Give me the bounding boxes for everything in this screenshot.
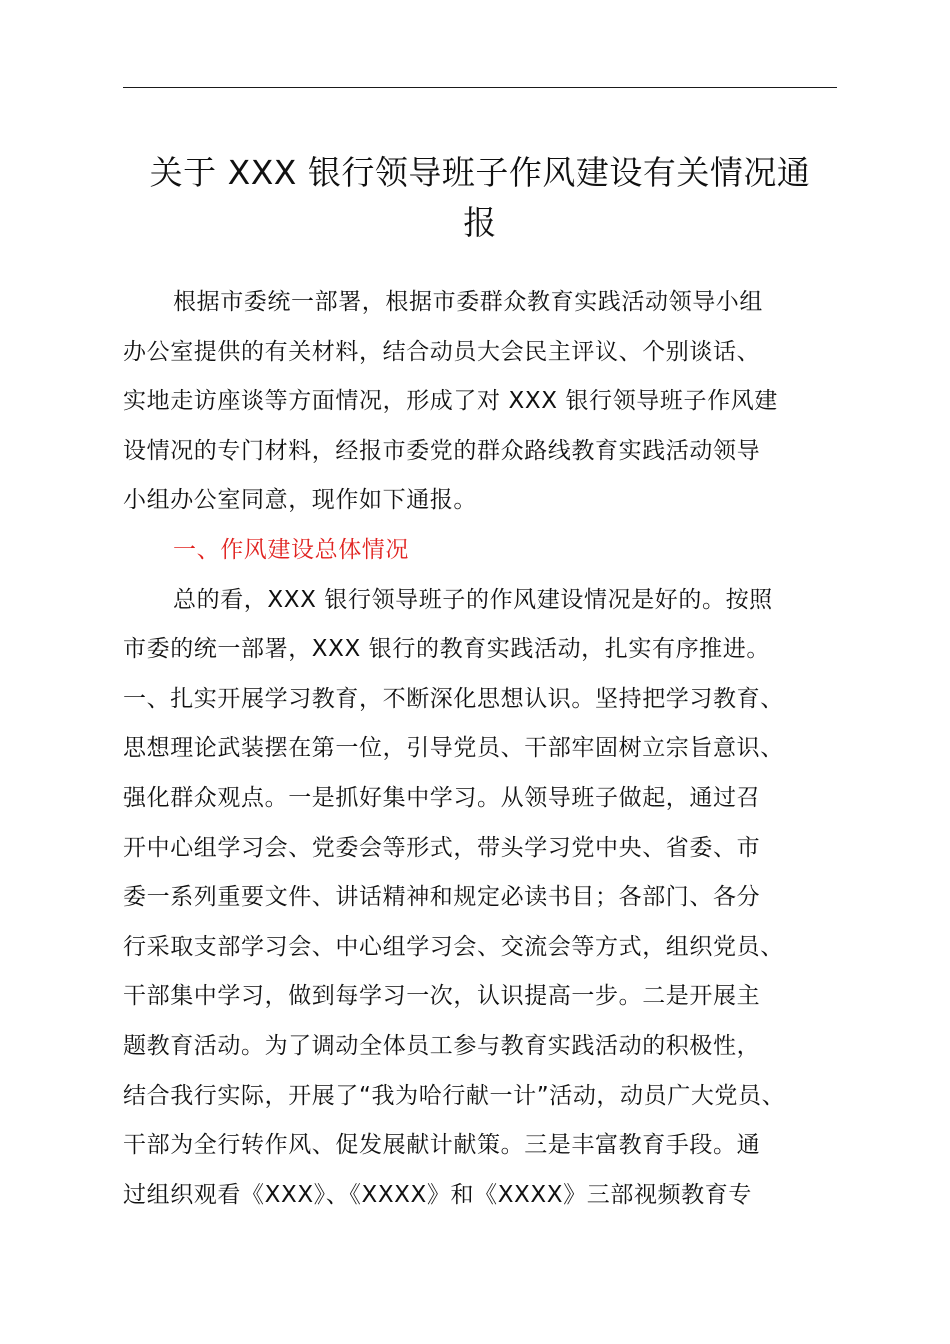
title-line-1: 关于 XXX 银行领导班子作风建设有关情况通 — [149, 153, 811, 192]
paragraph-1-line-4: 设情况的专门材料，经报市委党的群众路线教育实践活动领导 — [123, 437, 761, 464]
paragraph-2-line-3: 一、扎实开展学习教育，不断深化思想认识。坚持把学习教育、 — [123, 685, 784, 712]
paragraph-2-line-13: 过组织观看《XXX》、《XXXX》和《XXXX》三部视频教育专 — [123, 1181, 752, 1208]
document-body — [123, 278, 848, 1220]
paragraph-1-line-3: 实地走访座谈等方面情况，形成了对 XXX 银行领导班子作风建 — [123, 388, 778, 415]
paragraph-2-line-7: 委一系列重要文件、讲话精神和规定必读书目；各部门、各分 — [123, 884, 761, 911]
paragraph-2-line-5: 强化群众观点。一是抓好集中学习。从领导班子做起，通过召 — [123, 784, 761, 811]
paragraph-1-line-5: 小组办公室同意，现作如下通报。 — [123, 487, 477, 514]
paragraph-2-line-9: 干部集中学习，做到每学习一次，认识提高一步。二是开展主 — [123, 983, 761, 1010]
paragraph-1-line-1: 根据市委统一部署，根据市委群众教育实践活动领导小组 — [173, 289, 763, 315]
document-title — [100, 148, 860, 248]
title-line-2: 报 — [463, 203, 497, 242]
paragraph-2-line-1: 总的看，XXX 银行领导班子的作风建设情况是好的。按照 — [173, 586, 773, 613]
header-rule — [123, 87, 837, 88]
paragraph-2-line-10: 题教育活动。为了调动全体员工参与教育实践活动的积极性， — [123, 1032, 761, 1059]
paragraph-2-line-12: 干部为全行转作风、促发展献计献策。三是丰富教育手段。通 — [123, 1132, 761, 1159]
paragraph-2-line-8: 行采取支部学习会、中心组学习会、交流会等方式，组织党员、 — [123, 933, 784, 960]
paragraph-2-line-4: 思想理论武装摆在第一位，引导党员、干部牢固树立宗旨意识、 — [123, 735, 784, 762]
paragraph-2-line-6: 开中心组学习会、党委会等形式，带头学习党中央、省委、市 — [123, 834, 761, 861]
paragraph-1-line-2: 办公室提供的有关材料，结合动员大会民主评议、个别谈话、 — [123, 338, 761, 365]
paragraph-2-line-2: 市委的统一部署，XXX 银行的教育实践活动，扎实有序推进。 — [123, 636, 770, 663]
paragraph-2-line-11: 结合我行实际，开展了“我为哈行献一计”活动，动员广大党员、 — [123, 1082, 786, 1109]
section-heading: 一、作风建设总体情况 — [173, 536, 409, 563]
